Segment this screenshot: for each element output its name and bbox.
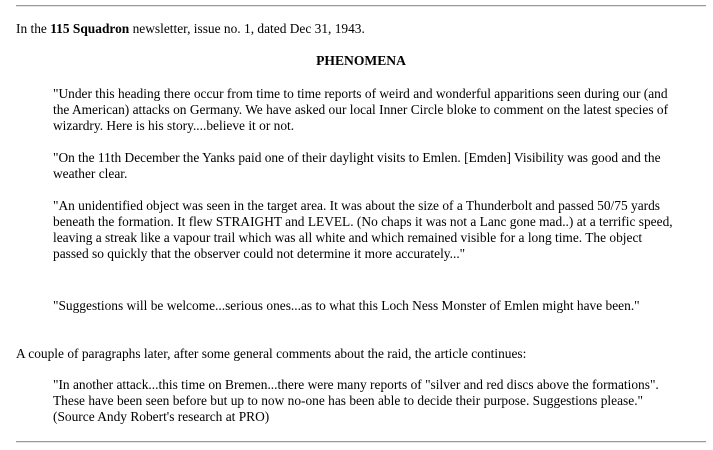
continuation-paragraph: A couple of paragraphs later, after some general comments about the raid, the article continues: (16, 346, 527, 361)
squadron-name: 115 Squadron (50, 21, 130, 36)
article-heading: PHENOMENA (316, 53, 406, 68)
intro-suffix: newsletter, issue no. 1, dated Dec 31, 1943. (129, 21, 365, 36)
intro-paragraph (16, 21, 706, 37)
quote-paragraph-2: "On the 11th December the Yanks paid one of their daylight visits to Emlen. [Emden] Visibility was good and the weather clear. (53, 150, 661, 181)
bottom-divider (16, 441, 706, 443)
quote-paragraph-4: "Suggestions will be welcome...serious ones...as to what this Loch Ness Monster of Emlen might have been." (53, 298, 640, 313)
quote-paragraph-3: "An unidentified object was seen in the target area. It was about the size of a Thunderbolt and passed 50/75 yards beneath the formation. It flew STRAIGHT and LEVEL. (No chaps it was not a Lanc gone mad..) at a terrific speed, leaving a streak like a vapour trail which was all white and which remained visible for a long time. The object passed so quickly that the observer could not determine it more accurately..." (53, 198, 673, 261)
quote-paragraph-1: "Under this heading there occur from time to time reports of weird and wonderful apparitions seen during our (and the American) attacks on Germany. We have asked our local Inner Circle bloke to comment on the latest species of wizardry. Here is his story....believe it or not. (53, 86, 669, 133)
intro-prefix: In the (16, 21, 51, 36)
final-quote-paragraph: "In another attack...this time on Bremen...there were many reports of "silver and red discs above the formations". These have been seen before but up to now no-one has been able to decide their purpose. Suggestions please." (Source Andy Robert's research at PRO) (53, 377, 659, 424)
top-divider (16, 5, 706, 7)
